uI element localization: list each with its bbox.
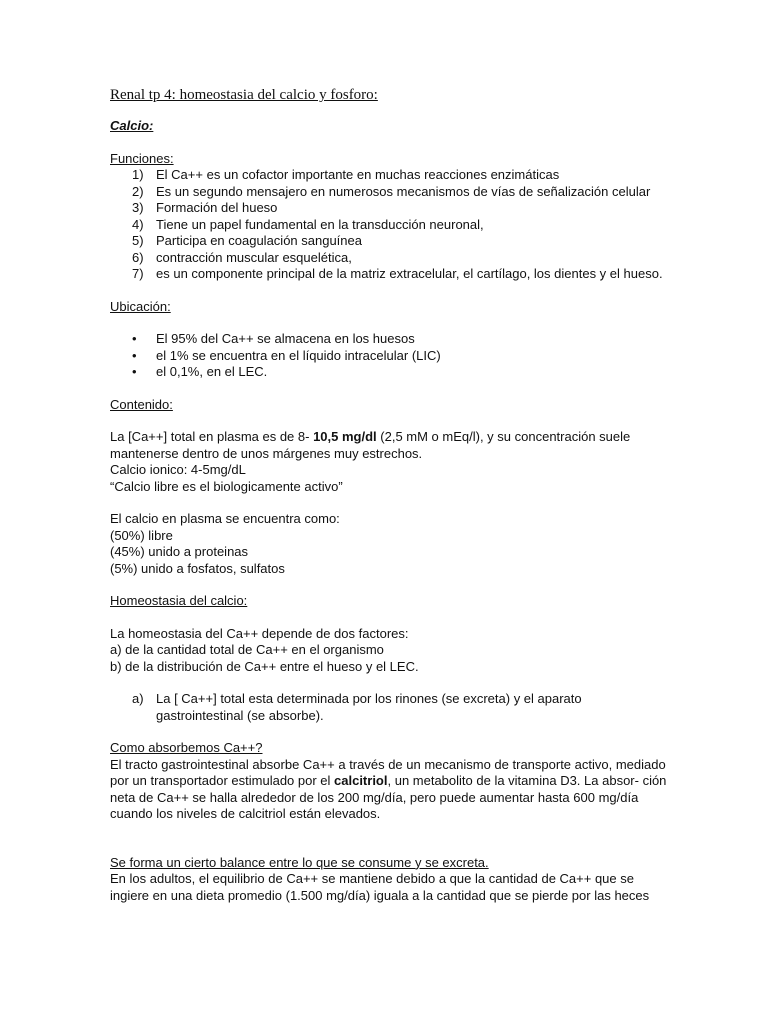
section-heading-calcio — [110, 118, 670, 135]
homeostasia-list — [110, 691, 670, 724]
funciones-heading: Funciones: — [110, 150, 174, 166]
absorcion-paragraph: El tracto gastrointestinal absorbe Ca++ a través de un mecanismo de transporte activo, mediado por un transportador estimulado por el calcitriol, un metabolito de la vitamina D3. La absor- ción neta de Ca++ se halla alrededor de los 200 mg/día, pero puede aumentar hasta 600 mg/día cuando los niveles de calcitriol están elevados. — [110, 756, 667, 821]
list-item: a) La [ Ca++] total esta determinada por los rinones (se excreta) y el aparato gastrointestinal (se absorbe). — [132, 691, 582, 723]
absorcion-heading: Como absorbemos Ca++? — [110, 740, 263, 755]
list-item: • el 1% se encuentra en el líquido intracelular (LIC) — [132, 347, 441, 363]
ubicacion-list — [110, 331, 670, 381]
plasma-intro: El calcio en plasma se encuentra como: — [110, 511, 340, 526]
calcio-libre-quote: “Calcio libre es el biologicamente activo” — [110, 478, 343, 494]
bullet-icon: • — [132, 364, 137, 379]
document-title: Renal tp 4: homeostasia del calcio y fosforo: — [110, 87, 378, 103]
list-item: 4) Tiene un papel fundamental en la transducción neuronal, — [132, 216, 484, 232]
homeostasia-factor-b: b) de la distribución de Ca++ entre el hueso y el LEC. — [110, 658, 419, 674]
calcio-heading: Calcio: — [110, 118, 154, 133]
plasma-form: (5%) unido a fosfatos, sulfatos — [110, 560, 285, 576]
list-item: 2) Es un segundo mensajero en numerosos mecanismos de vías de señalización celular — [132, 183, 651, 199]
plasma-form: (45%) unido a proteinas — [110, 544, 249, 559]
calcio-ionico: Calcio ionico: 4-5mg/dL — [110, 462, 246, 477]
balance-heading: Se forma un cierto balance entre lo que se consume y se excreta. — [110, 854, 489, 870]
bullet-icon: • — [132, 331, 137, 346]
list-item: 3) Formación del hueso — [132, 200, 278, 215]
list-item: 5) Participa en coagulación sanguínea — [132, 233, 362, 248]
document-body — [110, 86, 670, 904]
homeostasia-factor-a: a) de la cantidad total de Ca++ en el organismo — [110, 642, 384, 657]
bullet-icon: • — [132, 347, 137, 363]
contenido-heading: Contenido: — [110, 396, 173, 412]
list-item: 7) es un componente principal de la matriz extracelular, el cartílago, los dientes y el hueso. — [132, 266, 663, 281]
list-item: • el 0,1%, en el LEC. — [132, 364, 268, 379]
homeostasia-intro: La homeostasia del Ca++ depende de dos factores: — [110, 625, 409, 641]
list-item: 6) contracción muscular esquelética, — [132, 249, 352, 265]
list-item: • El 95% del Ca++ se almacena en los huesos — [132, 331, 415, 346]
plasma-form: (50%) libre — [110, 527, 173, 543]
funciones-list — [110, 167, 670, 283]
balance-paragraph: En los adultos, el equilibrio de Ca++ se mantiene debido a que la cantidad de Ca++ que se ingiere en una dieta promedio (1.500 mg/día) iguala a la cantidad que se pierde por las heces — [110, 871, 650, 903]
homeostasia-heading: Homeostasia del calcio: — [110, 593, 248, 608]
list-item: 1) El Ca++ es un cofactor importante en muchas reacciones enzimáticas — [132, 167, 560, 182]
ubicacion-heading: Ubicación: — [110, 298, 171, 314]
contenido-paragraph: La [Ca++] total en plasma es de 8- 10,5 mg/dl (2,5 mM o mEq/l), y su concentración suele mantenerse dentro de unos márgenes muy estrechos. — [110, 429, 631, 461]
